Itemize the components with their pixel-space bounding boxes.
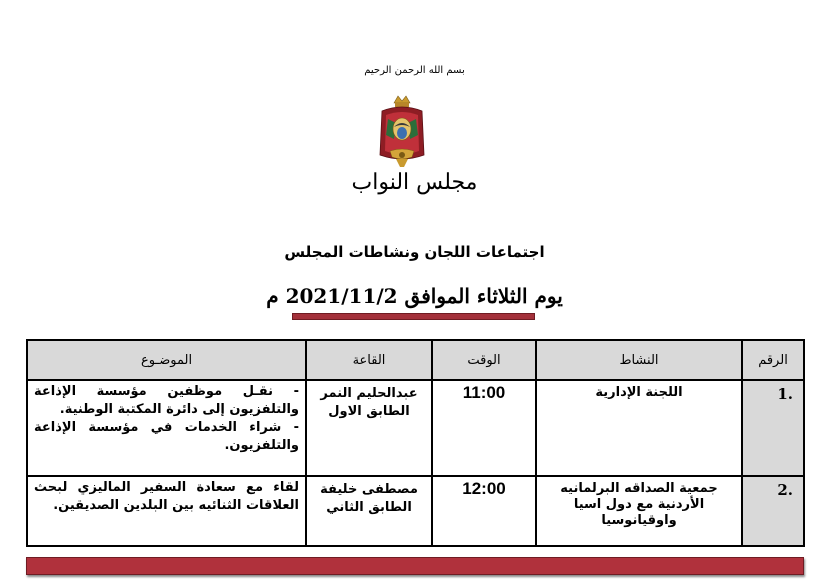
row-subject <box>27 476 306 546</box>
row-time: 12:00 <box>432 476 536 546</box>
header-hall: القاعة <box>306 340 432 380</box>
title-underline-bar <box>292 313 535 320</box>
subject-item: - شراء الخدمات في مؤسسة الإذاعة والتلفزيون. <box>34 420 299 453</box>
row-hall <box>306 476 432 546</box>
parliament-logo-text: مجلس النواب <box>351 170 478 195</box>
row-num: .2 <box>742 476 804 546</box>
hall-name: عبدالحليم النمر <box>320 386 418 401</box>
subject-item: - نقـل موظفين مؤسسة الإذاعة والتلفزيون إلى دائرة المكتبة الوطنية. <box>34 384 299 417</box>
row-num: .1 <box>742 380 804 476</box>
table-header-row <box>27 340 804 380</box>
footer-bar <box>26 557 804 575</box>
table-row <box>27 476 804 546</box>
header-num: الرقم <box>742 340 804 380</box>
row-time: 11:00 <box>432 380 536 476</box>
date-heading: يوم الثلاثاء الموافق 2021/11/2 م <box>266 284 563 308</box>
header-activity: النشاط <box>536 340 742 380</box>
header-subject: الموضـوع <box>27 340 306 380</box>
row-activity: جمعية الصداقه البرلمانيه الأردنية مع دول اسيا واوقيانوسيا <box>536 476 742 546</box>
hall-name: مصطفى خليفة <box>320 482 418 497</box>
row-activity: اللجنة الإدارية <box>536 380 742 476</box>
table-row <box>27 380 804 476</box>
hall-floor: الطابق الثاني <box>326 500 412 515</box>
hall-floor: الطابق الاول <box>328 404 410 419</box>
page-title: اجتماعات اللجان ونشاطات المجلس <box>284 243 545 261</box>
basmala-text: بسم الله الرحمن الرحيم <box>364 65 465 76</box>
schedule-table <box>26 339 805 547</box>
coat-of-arms-icon <box>374 93 430 173</box>
subject-item: لقاء مع سعادة السفير الماليزي لبحث العلاقات الثنائيه بين البلدين الصديقين. <box>34 480 299 513</box>
header-time: الوقت <box>432 340 536 380</box>
row-hall <box>306 380 432 476</box>
row-subject <box>27 380 306 476</box>
